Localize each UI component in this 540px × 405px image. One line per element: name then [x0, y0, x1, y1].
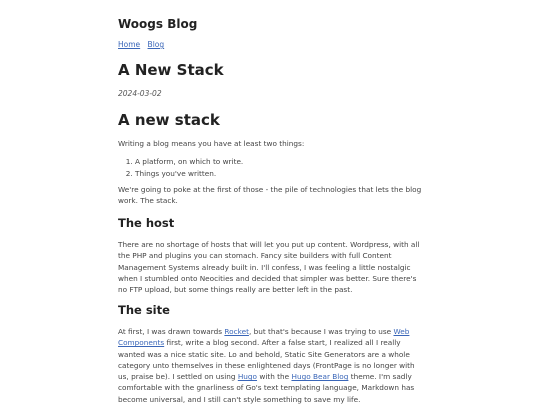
list-item: 1. A platform, on which to write. [135, 156, 425, 168]
hugo-link[interactable]: Hugo [237, 372, 258, 382]
host-paragraph: There are no shortage of hosts that will let you put up content. Wordpress, with all the PHP and plugins you can stomach. Fancy site builders with full Content Management Systems already built in. I'll confess, I was feeling a little nostalgic when I stumbled onto Neocities and decided that simpler was better. Sure there's no FTP upload, but some things really are better left in the past. [118, 240, 420, 295]
web-components-link[interactable]: Web Components [118, 327, 410, 348]
nav-link-home[interactable]: Home [118, 40, 141, 49]
list-item: 2. Things you've written. [135, 168, 425, 180]
site-text-4: with the [257, 372, 292, 382]
site-nav [118, 40, 169, 50]
post-title: A New Stack [118, 61, 224, 79]
focus-paragraph: We're going to poke at the first of those - the pile of technologies that lets the blog work. The stack. [118, 185, 422, 206]
things-list [118, 156, 425, 179]
site-title[interactable]: Woogs Blog [118, 17, 198, 31]
hugo-bear-blog-link[interactable]: Hugo Bear Blog [291, 372, 349, 382]
site-text-2: , but that's because I was trying to use [248, 327, 394, 336]
content-heading: A new stack [118, 111, 220, 129]
post-date: 2024-03-02 [118, 89, 162, 98]
nav-link-blog[interactable]: Blog [147, 40, 165, 49]
site-text-3: first, write a blog second. After a false start, I realized all I really wanted was a nice static site. Lo and behold, Static Site Generators are a whole category unto themselves in these enlightened days (FrontPage is no longer with us, praise be). I settled on using [118, 338, 415, 382]
site-heading: The site [118, 303, 170, 317]
site-text-5: theme. I'm sadly comfortable with the gnarliness of Go's text templating language, Markdown has become universal, and I still can't style something to save my life. [118, 372, 415, 404]
site-paragraph [118, 326, 422, 405]
rocket-link[interactable]: Rocket [224, 327, 249, 336]
site-text-1: At first, I was drawn towards [118, 327, 225, 336]
host-heading: The host [118, 216, 175, 230]
intro-paragraph: Writing a blog means you have at least two things: [118, 139, 305, 148]
